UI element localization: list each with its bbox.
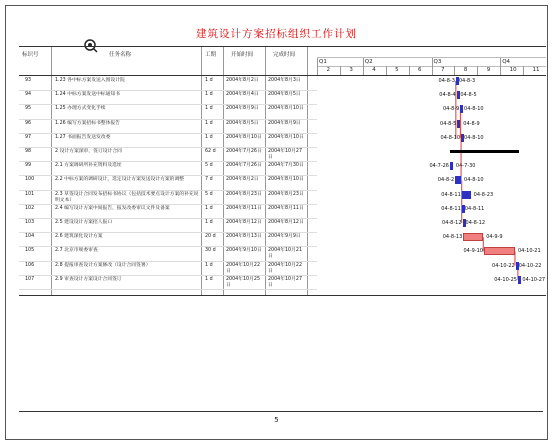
row-end: 2004年8月9日 <box>268 120 301 126</box>
start-date-label: 04-10-22 <box>492 262 515 269</box>
row-id: 106 <box>25 262 35 268</box>
month-divider <box>363 66 364 75</box>
start-date-label: 04-8-3 <box>438 78 455 84</box>
task-bar[interactable] <box>450 162 453 170</box>
row-id: 97 <box>25 134 32 140</box>
row-duration: 20 d <box>205 234 216 240</box>
row-id: 93 <box>25 78 32 83</box>
row-name: 1.25 办理方式变化手续 <box>55 106 106 112</box>
row-start: 2004年8月11日 <box>226 205 262 211</box>
end-date-label: 04-8-23 <box>473 191 494 198</box>
row-rule <box>19 261 317 262</box>
row-end: 2004年7月30日 <box>268 163 304 169</box>
row-name: 2.6 建筑深化设计方案 <box>55 234 103 240</box>
end-date-label: 04-9-9 <box>486 234 503 241</box>
row-name: 1.26 编写方案招标书整体报告 <box>55 120 120 126</box>
row-duration: 1 d <box>205 78 213 83</box>
start-date-label: 04-10-25 <box>494 276 517 283</box>
row-end: 2004年10月22日 <box>268 262 303 274</box>
month-divider <box>477 66 478 75</box>
row-start: 2004年8月5日 <box>226 120 259 126</box>
month-label: 7 <box>440 67 445 73</box>
month-divider <box>500 66 501 75</box>
end-date-label: 04-8-5 <box>460 92 477 99</box>
end-date-label: 04-8-3 <box>458 78 476 84</box>
quarter-label: Q1 <box>319 59 327 65</box>
month-label: 3 <box>349 67 353 73</box>
end-date-label: 04-7-30 <box>455 163 476 170</box>
row-id: 102 <box>25 205 35 211</box>
row-name: 2.2 中标方案的调研设计，选定设计方案发送设计方案的调整 <box>55 177 185 183</box>
end-date-label: 04-8-10 <box>464 177 484 184</box>
row-rule <box>19 204 317 205</box>
start-date-label: 04-8-10 <box>440 134 461 141</box>
row-rule <box>19 275 317 276</box>
row-start: 2004年7月26日 <box>226 149 262 154</box>
row-id: 103 <box>25 220 35 225</box>
row-rule <box>19 133 317 134</box>
month-label: 6 <box>418 67 422 73</box>
row-rule <box>19 119 317 120</box>
row-name: 2.3 草签设计合同发布招标书协议（包括技术要点设计方案的补充说明文本） <box>55 191 199 203</box>
quarter-label: Q2 <box>364 59 373 65</box>
month-label: 9 <box>486 67 491 73</box>
task-bar[interactable] <box>457 120 460 128</box>
month-label: 8 <box>463 67 468 73</box>
row-start: 2004年8月2日 <box>226 177 259 183</box>
start-date-label: 04-8-11 <box>441 205 461 212</box>
month-label: 10 <box>509 67 517 73</box>
col-divider <box>51 47 52 295</box>
row-name: 2 设计方案深审，签订设计合同 <box>55 149 122 154</box>
row-end: 2004年8月23日 <box>268 191 304 197</box>
row-name: 1.27 书面报告发送发改委 <box>55 134 111 140</box>
start-date-label: 04-8-11 <box>441 191 461 198</box>
row-duration: 1 d <box>205 106 213 112</box>
row-rule <box>19 289 317 290</box>
row-name: 2.5 建设设计方案招人报口 <box>55 220 113 225</box>
row-duration: 1 d <box>205 205 213 211</box>
col-divider <box>223 47 224 295</box>
start-date-label: 04-8-4 <box>439 92 456 99</box>
row-end: 2004年10月21日 <box>268 248 303 260</box>
row-id: 98 <box>25 149 32 154</box>
row-duration: 1 d <box>205 92 213 98</box>
row-start: 2004年8月2日 <box>226 78 259 83</box>
col-divider <box>201 47 202 295</box>
row-start: 2004年10月25日 <box>226 276 261 288</box>
row-duration: 1 d <box>205 220 213 225</box>
task-bar[interactable] <box>463 233 483 241</box>
row-name: 2.9 审查设计方案设计合同签订 <box>55 276 122 282</box>
row-start: 2004年9月10日 <box>226 248 262 254</box>
row-id: 96 <box>25 120 32 126</box>
row-duration: 5 d <box>205 163 213 169</box>
row-rule <box>19 190 317 191</box>
month-label: 2 <box>326 67 330 73</box>
footer-divider <box>19 411 543 412</box>
row-end: 2004年9月9日 <box>268 234 301 240</box>
start-date-label: 04-7-26 <box>429 163 449 170</box>
task-bar[interactable] <box>484 247 515 255</box>
document-page <box>5 5 548 440</box>
row-start: 2004年8月4日 <box>226 92 259 98</box>
row-end: 2004年10月27日 <box>268 276 303 288</box>
start-date-label: 04-8-5 <box>440 120 457 127</box>
month-label: 4 <box>372 67 376 73</box>
task-bar[interactable] <box>455 176 461 184</box>
header-name: 任务名称 <box>109 52 132 58</box>
row-rule <box>19 147 317 148</box>
row-name: 1.23 各中标方案发送入围设计院 <box>55 78 125 83</box>
header-rule <box>19 75 546 76</box>
row-id: 105 <box>25 248 35 254</box>
end-date-label: 04-8-11 <box>464 205 485 212</box>
quarter-label: Q3 <box>433 59 442 65</box>
row-end: 2004年8月5日 <box>268 92 301 98</box>
header-start: 开始时间 <box>231 52 254 58</box>
header-id: 标识号 <box>22 52 39 58</box>
row-duration: 1 d <box>205 120 213 126</box>
row-name: 2.8 提报审查设计方案修改（设计合同签署） <box>55 262 151 268</box>
row-start: 2004年7月26日 <box>226 163 262 169</box>
month-divider <box>523 66 524 75</box>
page-title: 建筑设计方案招标组织工作计划 <box>196 28 357 40</box>
end-date-label: 04-10-27 <box>522 276 546 283</box>
gantt-table <box>19 46 546 296</box>
month-divider <box>340 66 341 75</box>
month-label: 5 <box>395 67 399 73</box>
row-duration: 1 d <box>205 262 213 268</box>
gantt-chart <box>317 57 546 295</box>
task-bar[interactable] <box>518 276 521 284</box>
row-duration: 1 d <box>205 134 213 140</box>
row-duration: 62 d <box>205 149 216 154</box>
row-duration: 5 d <box>205 191 213 197</box>
task-bar[interactable] <box>462 191 471 199</box>
summary-bar <box>450 150 519 153</box>
quarter-label: Q4 <box>502 59 511 65</box>
row-id: 95 <box>25 106 32 112</box>
row-id: 107 <box>25 276 35 282</box>
row-name: 2.7 北京市规委审查 <box>55 248 98 254</box>
row-start: 2004年10月22日 <box>226 262 261 274</box>
header-duration: 工期 <box>205 52 217 58</box>
page-number: 5 <box>274 416 279 424</box>
row-id: 101 <box>25 191 35 197</box>
row-start: 2004年8月12日 <box>226 220 262 225</box>
month-label: 11 <box>532 67 540 73</box>
row-end: 2004年8月10日 <box>268 134 304 140</box>
row-end: 2004年8月12日 <box>268 220 304 225</box>
row-name: 1.24 中标方案发送中标通知书 <box>55 92 120 98</box>
row-start: 2004年8月10日 <box>226 134 262 140</box>
start-date-label: 04-9-10 <box>463 248 483 255</box>
task-bar[interactable] <box>457 91 460 99</box>
row-start: 2004年8月9日 <box>226 106 259 112</box>
month-divider <box>454 66 455 75</box>
end-date-label: 04-8-10 <box>464 106 484 113</box>
month-divider <box>317 66 318 75</box>
start-date-label: 04-8-13 <box>442 234 463 241</box>
row-name: 2.1 方案调研所补充资料及选址 <box>55 163 122 169</box>
col-divider <box>265 47 266 295</box>
row-duration: 1 d <box>205 276 213 282</box>
row-id: 99 <box>25 163 32 169</box>
end-date-label: 04-8-12 <box>465 220 486 226</box>
row-end: 2004年8月11日 <box>268 205 304 211</box>
row-start: 2004年8月13日 <box>226 234 262 240</box>
month-divider <box>409 66 410 75</box>
row-end: 2004年10月27日 <box>268 149 303 160</box>
row-duration: 7 d <box>205 177 213 183</box>
start-date-label: 04-8-9 <box>442 106 460 113</box>
row-end: 2004年8月10日 <box>268 177 304 183</box>
row-end: 2004年8月3日 <box>268 78 301 83</box>
row-name: 2.4 编写设计方案中间报告，报发改委审议文件及备案 <box>55 205 170 211</box>
header-end: 完成时间 <box>273 52 296 58</box>
header-rule <box>317 57 546 58</box>
row-id: 94 <box>25 92 32 98</box>
row-start: 2004年8月23日 <box>226 191 262 197</box>
row-id: 100 <box>25 177 35 183</box>
col-divider <box>307 47 308 295</box>
end-date-label: 04-10-21 <box>517 248 541 255</box>
end-date-label: 04-8-10 <box>464 134 484 141</box>
row-duration: 30 d <box>205 248 216 254</box>
start-date-label: 04-8-2 <box>437 177 455 184</box>
month-divider <box>432 66 433 75</box>
start-date-label: 04-8-12 <box>442 220 462 226</box>
month-divider <box>386 66 387 75</box>
row-rule <box>19 218 317 219</box>
end-date-label: 04-10-22 <box>518 262 542 269</box>
end-date-label: 04-8-9 <box>463 120 480 127</box>
task-bar[interactable] <box>460 105 463 113</box>
row-end: 2004年8月10日 <box>268 106 304 112</box>
row-id: 104 <box>25 234 35 240</box>
dependency-links <box>317 57 546 295</box>
